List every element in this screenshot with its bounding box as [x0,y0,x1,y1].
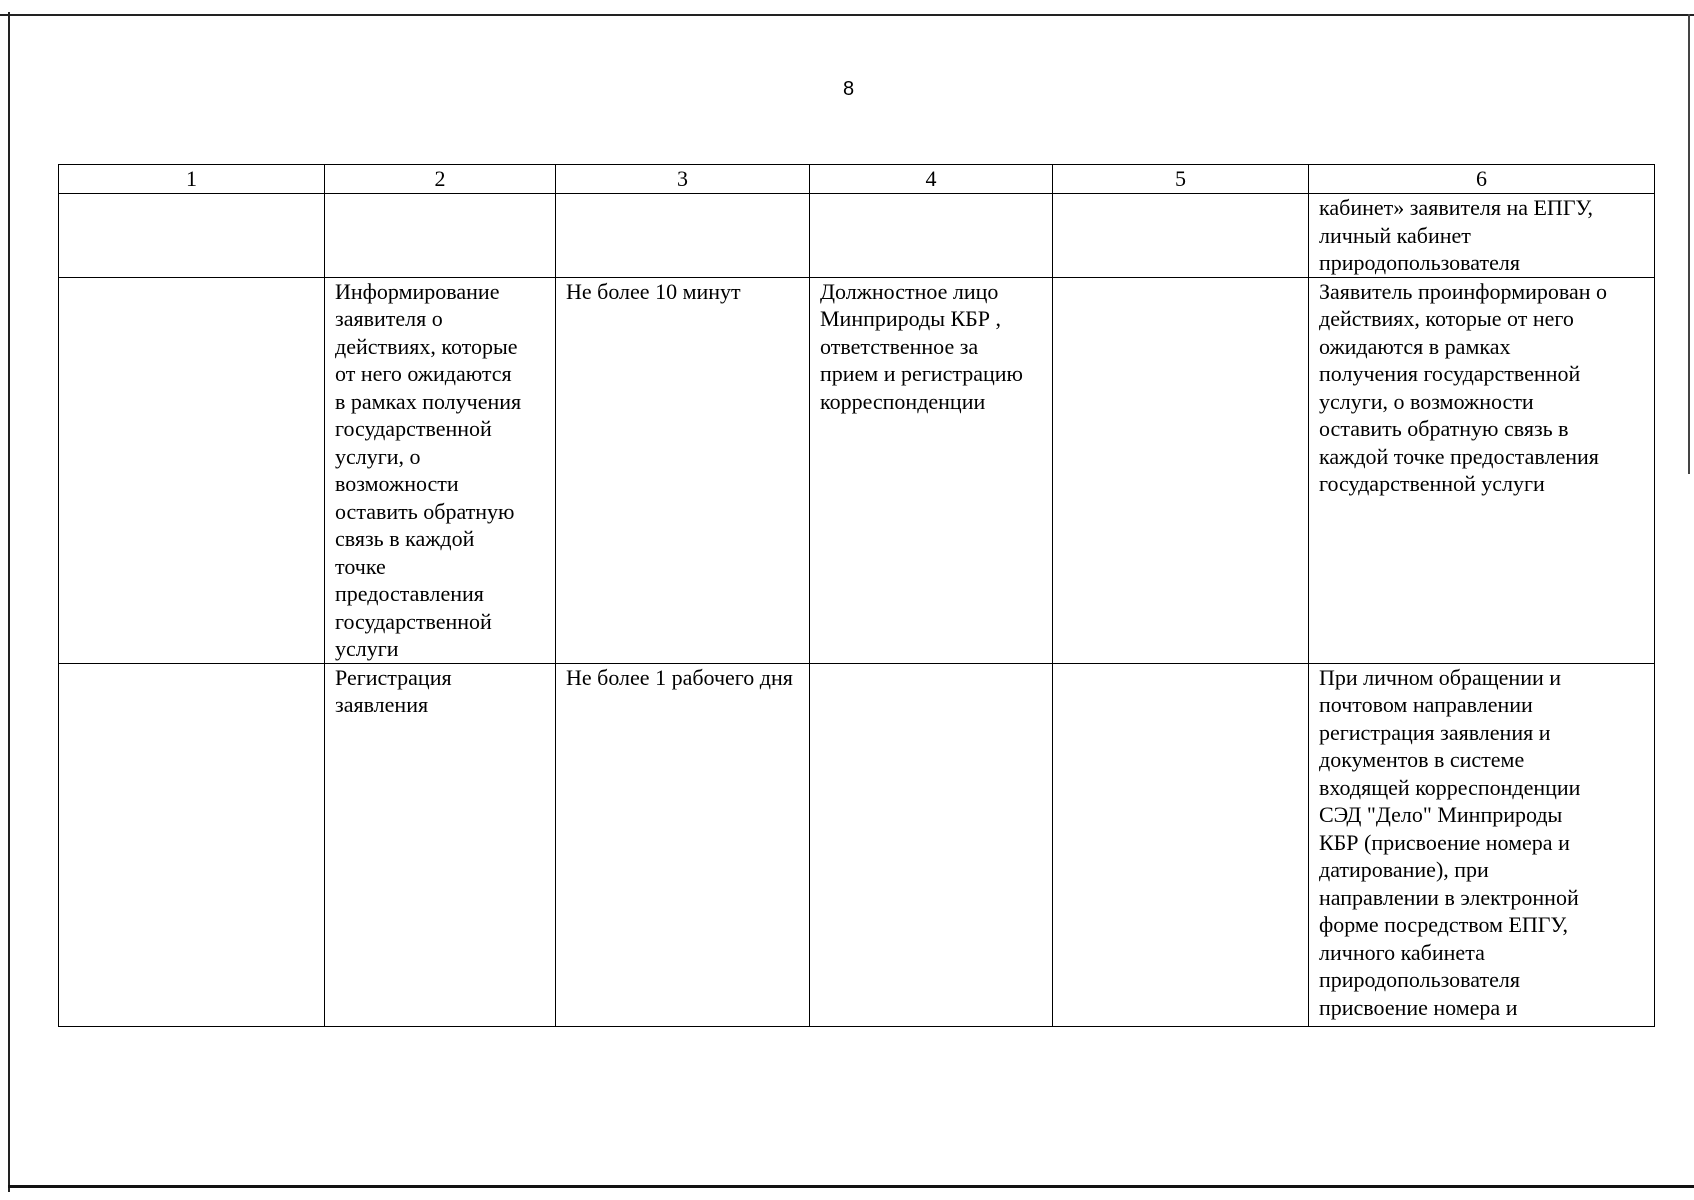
scan-border-left [8,12,10,1192]
header-row [59,165,1655,194]
column-header-1: 1 [59,165,325,194]
table-cell [1309,277,1655,663]
table-cell [1053,277,1309,663]
cell-text: Регистрация заявления [335,664,452,717]
cell-text: Не более 10 минут [566,278,741,304]
cell-text: Заявитель проинформирован о действиях, которые от него ожидаются в рамках получения государственной услуги, о возможности оставить обратную связь в каждой точке предоставления государственной услуги [1319,278,1608,496]
table-cell [1053,194,1309,278]
table-cell [59,277,325,663]
table-cell [1053,663,1309,1026]
table-cell [325,277,556,663]
cell-text: кабинет» заявителя на ЕПГУ, личный кабинет природопользователя [1319,195,1594,275]
table-cell [1309,663,1655,1026]
page-number: 8 [843,78,855,100]
column-header-6: 6 [1309,165,1655,194]
table-cell [556,194,810,278]
table-cell [556,277,810,663]
table-cell [810,663,1053,1026]
column-header-5: 5 [1053,165,1309,194]
column-header-2: 2 [325,165,556,194]
table-cell [810,194,1053,278]
table-cell [556,663,810,1026]
table-cell [59,663,325,1026]
column-header-4: 4 [810,165,1053,194]
table-cell [1309,194,1655,278]
scan-border-bottom [8,1185,1694,1188]
scan-border-right [1688,14,1690,474]
table-row [59,277,1655,663]
cell-text: Информирование заявителя о действиях, которые от него ожидаются в рамках получения государственной услуги, о возможности оставить обратную связь в каждой точке предоставления государственной услуги [335,278,522,661]
table-row [59,194,1655,278]
scan-border-top [0,14,1694,16]
procedure-table [58,164,1655,1027]
table-cell [810,277,1053,663]
table-cell [59,194,325,278]
table-row [59,663,1655,1026]
table-cell [325,663,556,1026]
cell-text: При личном обращении и почтовом направлении регистрация заявления и документов в системе входящей корреспонденции СЭД "Дело" Минприроды КБР (присвоение номера и датирование), при направлении в электронной форме посредством ЕПГУ, личного кабинета природопользователя присвоение номера и [1319,664,1581,1020]
cell-text: Не более 1 рабочего дня [566,664,793,690]
cell-text: Должностное лицо Минприроды КБР , ответственное за прием и регистрацию корреспонденции [820,278,1023,414]
column-header-3: 3 [556,165,810,194]
table-cell [325,194,556,278]
